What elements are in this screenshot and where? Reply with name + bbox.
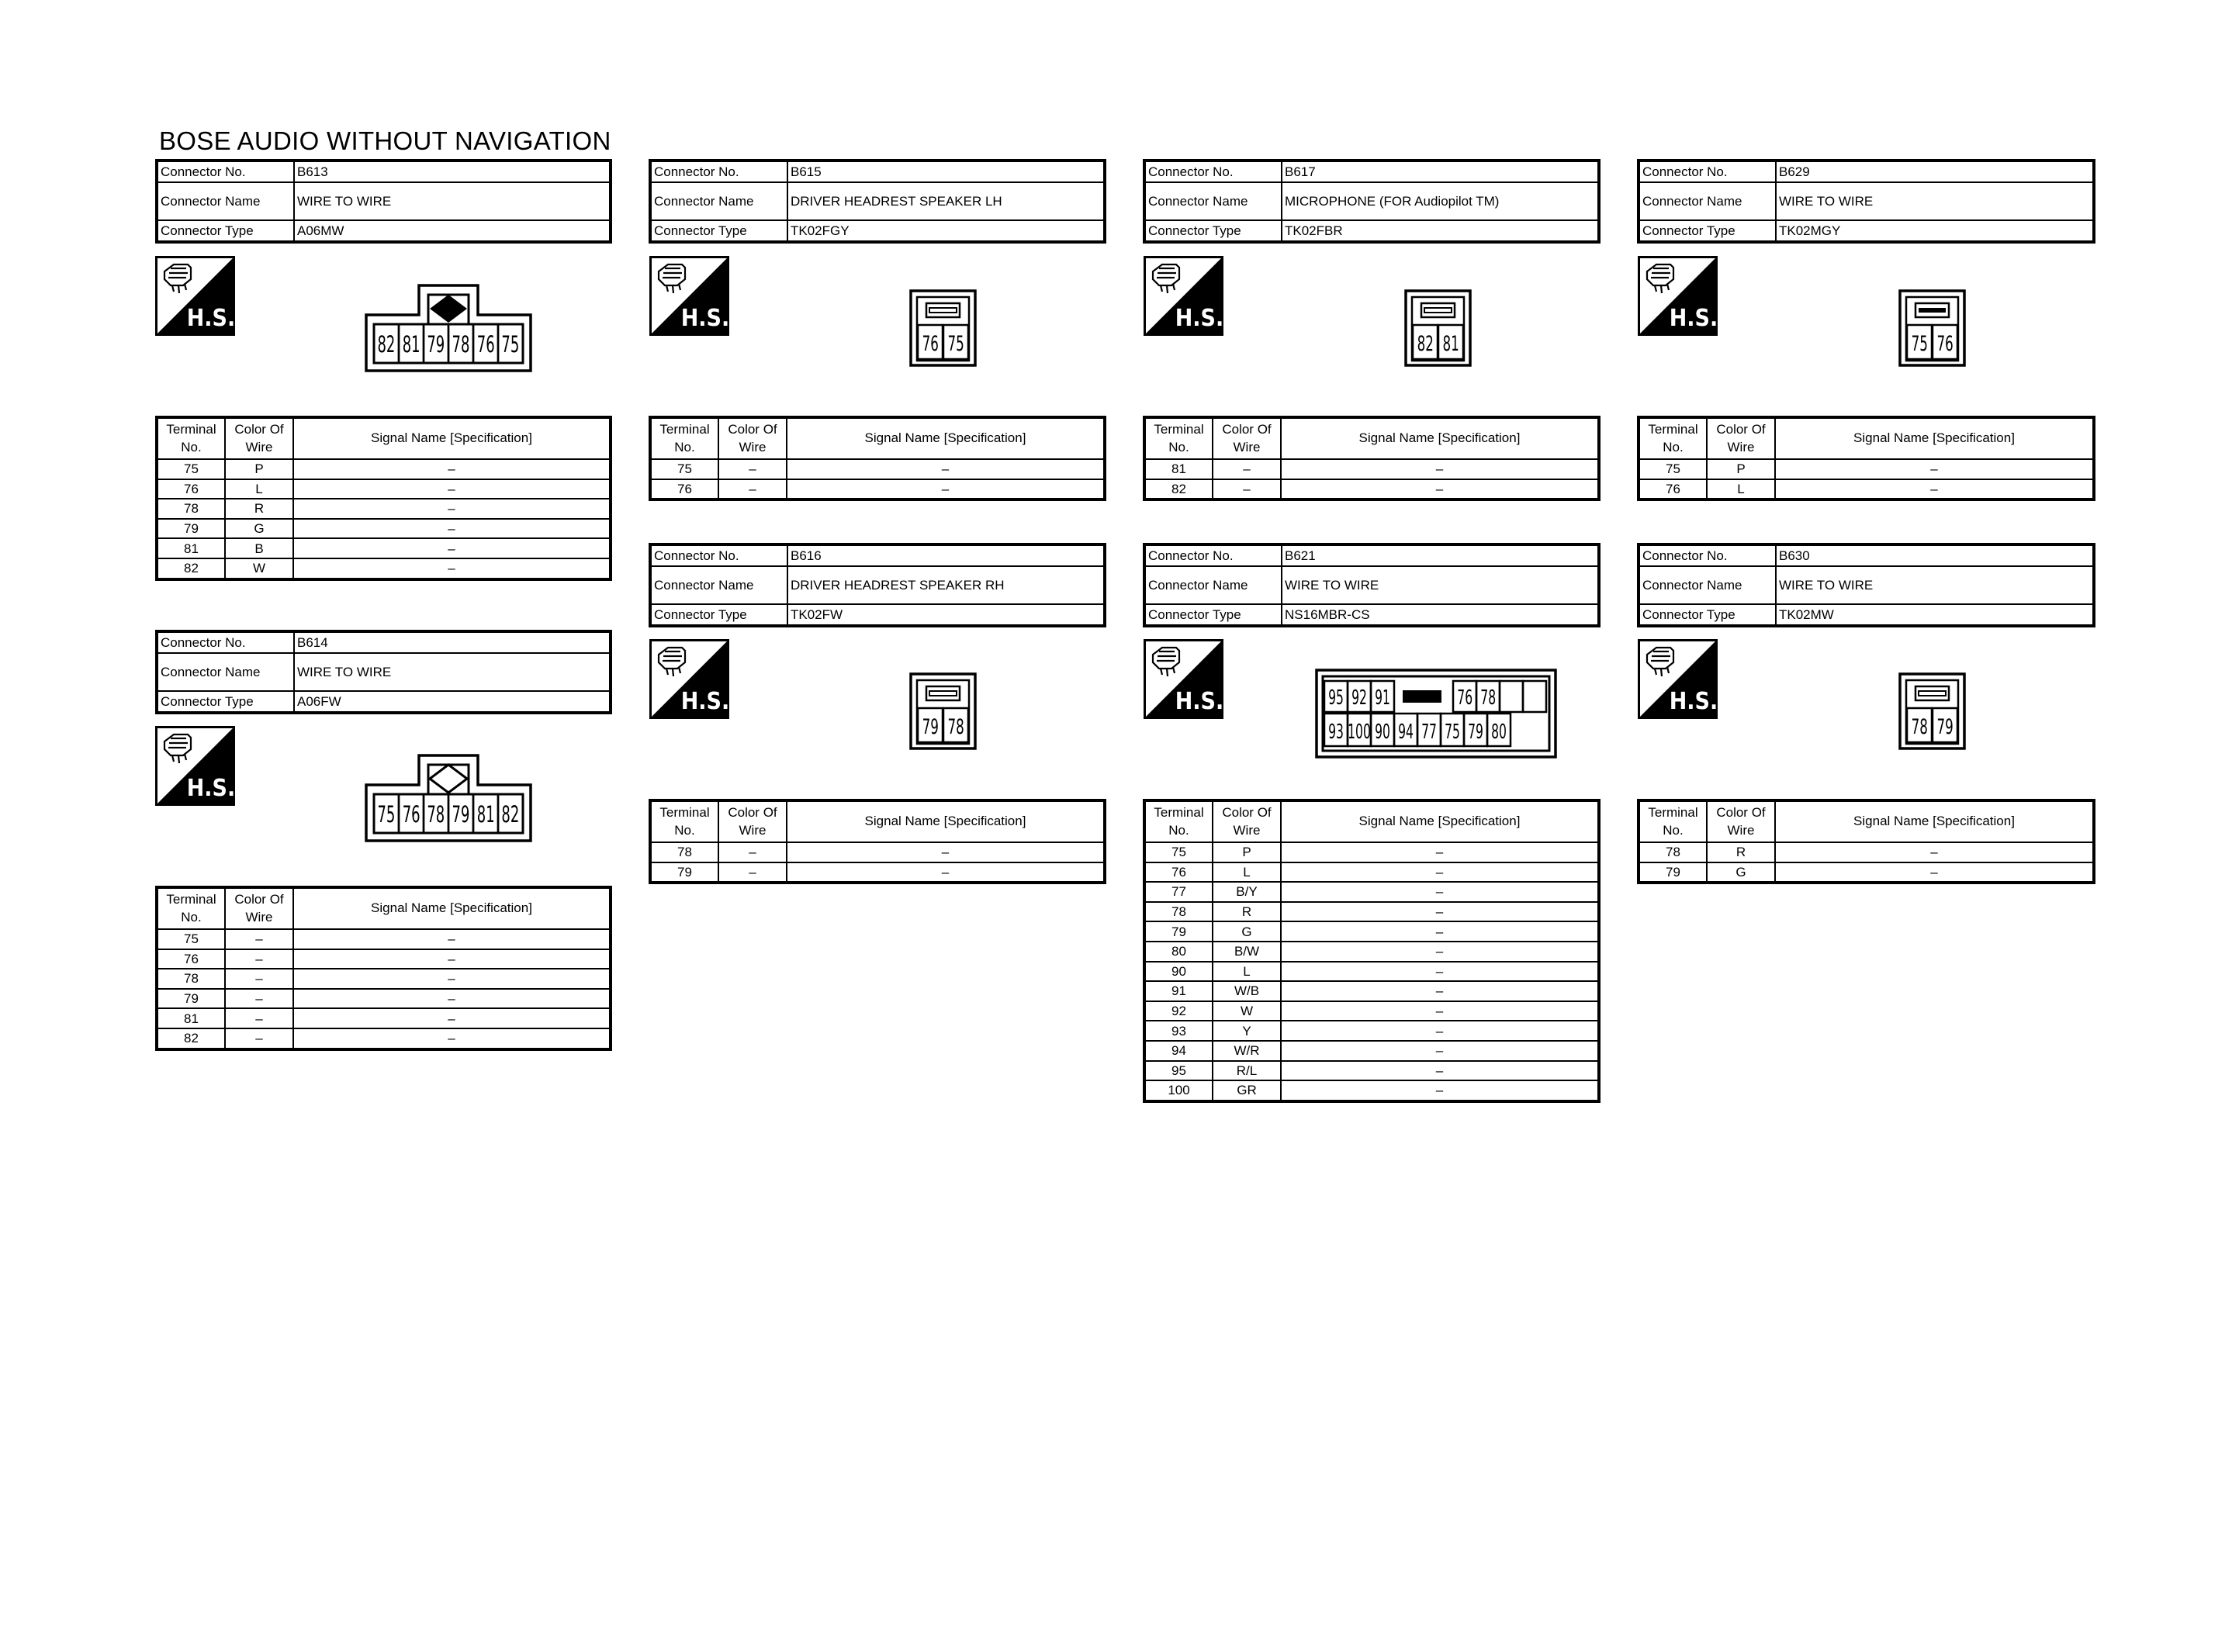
pin-label: 100	[1348, 720, 1371, 745]
terminal-row: 93 Y –	[1144, 1021, 1599, 1041]
terminal-row: 92 W –	[1144, 1001, 1599, 1021]
signal-name-header: Signal Name [Specification]	[1281, 417, 1599, 459]
pin-label: 80	[1491, 720, 1507, 745]
terminal-no-header: Terminal No.	[1144, 800, 1213, 842]
color-of-wire-header: Color Of Wire	[718, 800, 787, 842]
terminal-no-header: Terminal No.	[1639, 800, 1707, 842]
hs-label: H.S.	[186, 775, 235, 802]
pin-label: 76	[922, 331, 939, 357]
connector-name-value: WIRE TO WIRE	[1776, 566, 2094, 604]
terminal-row: 76 – –	[650, 479, 1105, 500]
connector-type-label: Connector Type	[157, 691, 294, 713]
connector-type-value: TK02FBR	[1282, 220, 1599, 242]
signal-name-header: Signal Name [Specification]	[1775, 800, 2094, 842]
connector-name-value: MICROPHONE (FOR Audiopilot TM)	[1282, 182, 1599, 220]
terminal-row: 76 L –	[1639, 479, 2094, 500]
connector-b621-face	[1315, 669, 1557, 759]
terminal-no-header: Terminal No.	[1639, 417, 1707, 459]
pin-label: 76	[476, 331, 495, 358]
terminal-row: 81 – –	[157, 1008, 611, 1028]
connector-no-value: B621	[1282, 544, 1599, 566]
terminal-row: 90 L –	[1144, 962, 1599, 982]
connector-type-label: Connector Type	[1639, 220, 1776, 242]
pin-label: 90	[1375, 720, 1390, 745]
connector-no-label: Connector No.	[650, 544, 787, 566]
signal-name-header: Signal Name [Specification]	[293, 887, 611, 929]
connector-b614-face	[365, 754, 532, 842]
connector-type-value: TK02FGY	[787, 220, 1105, 242]
terminal-no-header: Terminal No.	[157, 417, 225, 459]
hs-label: H.S.	[680, 688, 729, 715]
connector-type-value: A06MW	[294, 220, 611, 242]
terminal-row: 78 – –	[650, 842, 1105, 862]
terminal-row: 76 L –	[157, 479, 611, 499]
terminal-row: 100 GR –	[1144, 1080, 1599, 1101]
connector-b630-terminals	[1637, 799, 2095, 884]
connector-b621-terminals	[1143, 799, 1601, 1103]
pin-label: 94	[1398, 720, 1414, 745]
hs-label: H.S.	[186, 305, 235, 332]
connector-type-label: Connector Type	[1144, 220, 1282, 242]
connector-b630-face	[1898, 672, 1966, 750]
terminal-row: 75 – –	[650, 459, 1105, 479]
terminal-row: 79 – –	[650, 862, 1105, 883]
pin-label: 81	[402, 331, 420, 358]
color-of-wire-header: Color Of Wire	[225, 417, 293, 459]
connector-b617-info	[1143, 159, 1601, 244]
connector-b615-info	[649, 159, 1106, 244]
hs-harness-side-icon	[1638, 256, 1718, 336]
terminal-row: 75 P –	[1639, 459, 2094, 479]
terminal-row: 79 G –	[1144, 921, 1599, 942]
terminal-row: 81 B –	[157, 538, 611, 558]
terminal-row: 75 P –	[1144, 842, 1599, 862]
signal-name-header: Signal Name [Specification]	[787, 800, 1105, 842]
pin-label: 82	[1417, 331, 1434, 357]
connector-name-label: Connector Name	[1144, 182, 1282, 220]
connector-b614-terminals	[155, 886, 612, 1051]
pin-label: 76	[1457, 686, 1473, 710]
terminal-row: 95 R/L –	[1144, 1061, 1599, 1081]
hs-harness-side-icon	[1144, 256, 1223, 336]
hs-harness-side-icon	[155, 256, 235, 336]
connector-name-label: Connector Name	[650, 182, 787, 220]
connector-type-value: TK02FW	[787, 604, 1105, 626]
connector-no-value: B629	[1776, 161, 2094, 182]
pin-label: 95	[1328, 686, 1344, 710]
hs-harness-side-icon	[1144, 639, 1223, 719]
pin-label: 75	[501, 331, 520, 358]
connector-b616-info	[649, 543, 1106, 627]
terminal-no-header: Terminal No.	[650, 800, 718, 842]
connector-type-value: TK02MGY	[1776, 220, 2094, 242]
terminal-row: 76 – –	[157, 949, 611, 969]
connector-type-value: NS16MBR-CS	[1282, 604, 1599, 626]
page-title: BOSE AUDIO WITHOUT NAVIGATION	[159, 126, 611, 155]
connector-no-label: Connector No.	[1144, 161, 1282, 182]
signal-name-header: Signal Name [Specification]	[293, 417, 611, 459]
connector-no-label: Connector No.	[157, 631, 294, 653]
connector-b616-terminals	[649, 799, 1106, 884]
connector-no-value: B617	[1282, 161, 1599, 182]
terminal-row: 82 – –	[1144, 479, 1599, 500]
pin-label: 79	[452, 801, 470, 828]
connector-no-value: B616	[787, 544, 1105, 566]
pin-label: 81	[476, 801, 495, 828]
pin-label: 79	[427, 331, 445, 358]
connector-name-value: WIRE TO WIRE	[1776, 182, 2094, 220]
connector-no-label: Connector No.	[1639, 544, 1776, 566]
color-of-wire-header: Color Of Wire	[1213, 800, 1281, 842]
connector-no-label: Connector No.	[157, 161, 294, 182]
signal-name-header: Signal Name [Specification]	[1281, 800, 1599, 842]
connector-name-value: DRIVER HEADREST SPEAKER RH	[787, 566, 1105, 604]
connector-b614-info	[155, 630, 612, 714]
connector-b629-info	[1637, 159, 2095, 244]
terminal-row: 75 – –	[157, 929, 611, 949]
hs-harness-side-icon	[1638, 639, 1718, 719]
hs-harness-side-icon	[649, 256, 729, 336]
connector-no-label: Connector No.	[650, 161, 787, 182]
connector-b613-terminals	[155, 416, 612, 581]
pin-label: 75	[377, 801, 396, 828]
terminal-no-header: Terminal No.	[157, 887, 225, 929]
pin-label: 76	[402, 801, 420, 828]
connector-b617-terminals	[1143, 416, 1601, 501]
connector-name-label: Connector Name	[1639, 566, 1776, 604]
connector-name-label: Connector Name	[650, 566, 787, 604]
pin-label: 75	[1445, 720, 1460, 745]
pin-label: 79	[1936, 714, 1954, 740]
pin-label: 82	[377, 331, 396, 358]
connector-no-value: B614	[294, 631, 611, 653]
hs-label: H.S.	[680, 305, 729, 332]
connector-b629-terminals	[1637, 416, 2095, 501]
connector-type-value: A06FW	[294, 691, 611, 713]
terminal-row: 91 W/B –	[1144, 981, 1599, 1001]
terminal-row: 76 L –	[1144, 862, 1599, 883]
connector-no-label: Connector No.	[1144, 544, 1282, 566]
connector-name-label: Connector Name	[1639, 182, 1776, 220]
terminal-row: 81 – –	[1144, 459, 1599, 479]
connector-no-value: B613	[294, 161, 611, 182]
connector-name-value: WIRE TO WIRE	[294, 653, 611, 691]
color-of-wire-header: Color Of Wire	[1213, 417, 1281, 459]
connector-b613-info	[155, 159, 612, 244]
color-of-wire-header: Color Of Wire	[718, 417, 787, 459]
connector-name-value: WIRE TO WIRE	[1282, 566, 1599, 604]
terminal-row: 79 G –	[157, 519, 611, 539]
pin-label: 82	[501, 801, 520, 828]
terminal-row: 75 P –	[157, 459, 611, 479]
connector-no-label: Connector No.	[1639, 161, 1776, 182]
connector-no-value: B615	[787, 161, 1105, 182]
pin-label: 79	[922, 714, 939, 740]
pin-label: 78	[1911, 714, 1928, 740]
terminal-row: 79 – –	[157, 989, 611, 1009]
signal-name-header: Signal Name [Specification]	[1775, 417, 2094, 459]
hs-label: H.S.	[1175, 305, 1223, 332]
color-of-wire-header: Color Of Wire	[225, 887, 293, 929]
terminal-row: 78 R –	[1144, 902, 1599, 922]
terminal-row: 79 G –	[1639, 862, 2094, 883]
pin-label: 75	[947, 331, 964, 357]
pin-label: 78	[427, 801, 445, 828]
connector-type-value: TK02MW	[1776, 604, 2094, 626]
pin-label: 91	[1375, 686, 1390, 710]
color-of-wire-header: Color Of Wire	[1707, 800, 1775, 842]
pin-label: 78	[1480, 686, 1497, 710]
pin-label: 78	[947, 714, 964, 740]
pin-label: 78	[452, 331, 470, 358]
pin-label: 76	[1936, 331, 1954, 357]
connector-b629-face	[1898, 289, 1966, 367]
pin-label: 81	[1442, 331, 1459, 357]
connector-b630-info	[1637, 543, 2095, 627]
hs-label: H.S.	[1669, 688, 1718, 715]
hs-label: H.S.	[1669, 305, 1718, 332]
pin-label: 92	[1351, 686, 1367, 710]
pin-label: 77	[1421, 720, 1437, 745]
hs-harness-side-icon	[155, 726, 235, 806]
terminal-row: 78 R –	[157, 499, 611, 519]
connector-name-label: Connector Name	[157, 653, 294, 691]
pin-label: 93	[1328, 720, 1344, 745]
terminal-row: 94 W/R –	[1144, 1041, 1599, 1061]
connector-type-label: Connector Type	[1639, 604, 1776, 626]
terminal-row: 80 B/W –	[1144, 942, 1599, 962]
terminal-row: 78 R –	[1639, 842, 2094, 862]
connector-type-label: Connector Type	[650, 220, 787, 242]
connector-type-label: Connector Type	[1144, 604, 1282, 626]
connector-b615-terminals	[649, 416, 1106, 501]
hs-label: H.S.	[1175, 688, 1223, 715]
pin-label: 79	[1468, 720, 1483, 745]
connector-b621-info	[1143, 543, 1601, 627]
connector-name-label: Connector Name	[157, 182, 294, 220]
pin-label: 75	[1911, 331, 1928, 357]
color-of-wire-header: Color Of Wire	[1707, 417, 1775, 459]
connector-b613-face	[365, 284, 532, 372]
connector-type-label: Connector Type	[157, 220, 294, 242]
connector-name-value: WIRE TO WIRE	[294, 182, 611, 220]
terminal-row: 82 – –	[157, 1028, 611, 1049]
signal-name-header: Signal Name [Specification]	[787, 417, 1105, 459]
connector-name-value: DRIVER HEADREST SPEAKER LH	[787, 182, 1105, 220]
terminal-row: 77 B/Y –	[1144, 882, 1599, 902]
terminal-no-header: Terminal No.	[650, 417, 718, 459]
connector-name-label: Connector Name	[1144, 566, 1282, 604]
terminal-row: 78 – –	[157, 969, 611, 989]
connector-b615-face	[909, 289, 977, 367]
connector-no-value: B630	[1776, 544, 2094, 566]
connector-b617-face	[1404, 289, 1472, 367]
connector-b616-face	[909, 672, 977, 750]
terminal-row: 82 W –	[157, 558, 611, 579]
terminal-no-header: Terminal No.	[1144, 417, 1213, 459]
hs-harness-side-icon	[649, 639, 729, 719]
connector-type-label: Connector Type	[650, 604, 787, 626]
